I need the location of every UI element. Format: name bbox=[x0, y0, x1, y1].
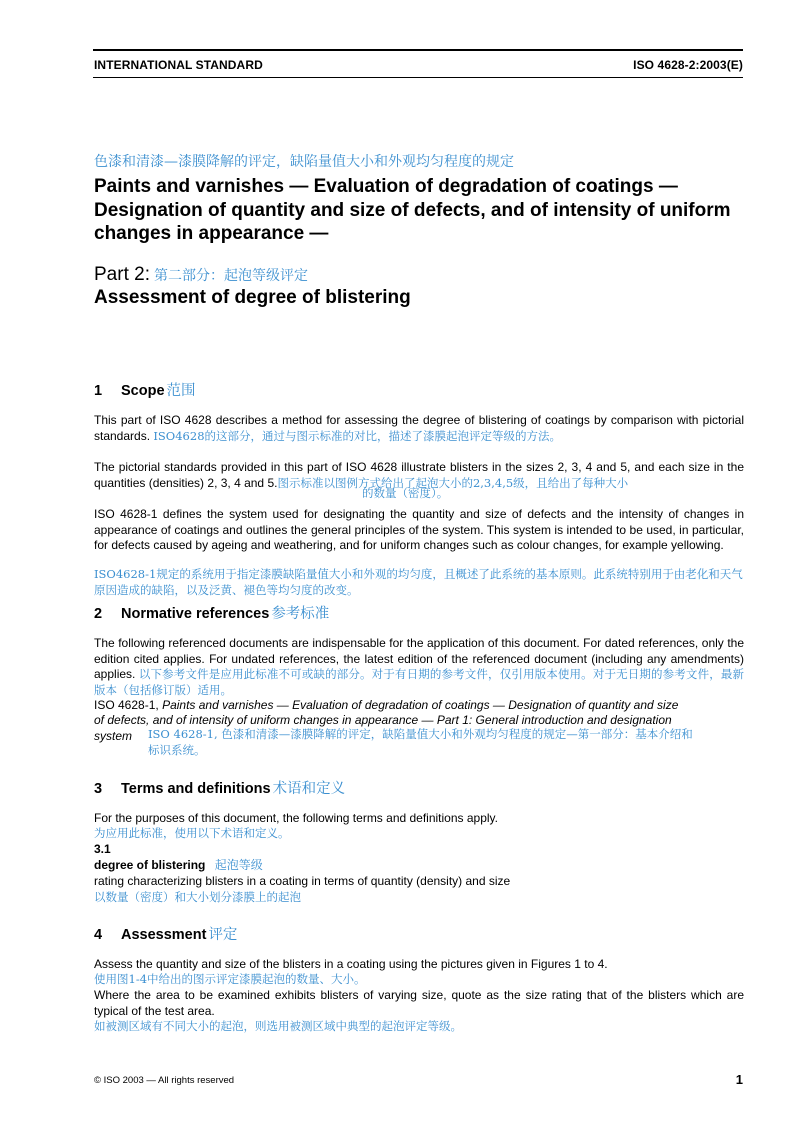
paragraph-text: ISO 4628-1 defines the system used for designating the quantity and size of defects and the intensity of changes in appearance of coatings and outlines the general principles of the system. This system is intended to be used, in particular, for defects caused by ageing and weathering, and for uniform changes such as colour changes, for example yellowing. bbox=[94, 507, 744, 552]
section-title: Assessment bbox=[121, 927, 207, 943]
part-chinese: 第二部分：起泡等级评定 bbox=[153, 268, 308, 284]
part-title: Assessment of degree of blistering bbox=[94, 287, 411, 308]
terms-intro-chinese: 为应用此标准，使用以下术语和定义。 bbox=[94, 826, 290, 840]
section-title: Scope bbox=[121, 383, 165, 399]
scope-paragraph-3-chinese: ISO4628-1规定的系统用于指定漆膜缺陷量值大小和外观的均匀度，且概述了此系统的基本原则。此系统特别用于由老化和天气原因造成的缺陷，以及泛黄、褪色等均匀度的改变。 bbox=[94, 567, 743, 597]
header-doc-type: INTERNATIONAL STANDARD bbox=[94, 58, 263, 72]
term-name-chinese: 起泡等级 bbox=[214, 858, 263, 872]
header-bottom-rule bbox=[93, 77, 743, 78]
assessment-paragraph-2: Where the area to be examined exhibits blisters of varying size, quote as the size rating that of the blisters which are typical of the test area. bbox=[94, 988, 744, 1018]
section-number: 3 bbox=[94, 781, 103, 797]
normative-reference-chinese-cont: 标识系统。 bbox=[148, 743, 206, 757]
header-top-rule bbox=[93, 49, 743, 51]
section-heading-terms bbox=[94, 777, 345, 798]
term-number: 3.1 bbox=[94, 842, 111, 856]
section-heading-assessment bbox=[94, 923, 237, 944]
section-title-chinese: 范围 bbox=[166, 383, 196, 399]
header-doc-id: ISO 4628-2:2003(E) bbox=[633, 58, 743, 72]
section-title-chinese: 参考标准 bbox=[271, 606, 330, 622]
normative-reference-chinese: ISO 4628-1, 色漆和清漆—漆膜降解的评定，缺陷量值大小和外观均匀程度的规定—第一部分：基本介绍和 bbox=[148, 727, 693, 741]
part-label: Part 2: bbox=[94, 264, 150, 285]
normative-reference-line-2: of defects, and of intensity of uniform changes in appearance — Part 1: General introduction and designation bbox=[94, 713, 672, 727]
term-definition-chinese: 以数量（密度）和大小划分漆膜上的起泡 bbox=[94, 890, 301, 904]
assessment-paragraph-1: Assess the quantity and size of the blisters in a coating using the pictures given in Figures 1 to 4. bbox=[94, 957, 608, 971]
paragraph-text: The following referenced documents are indispensable for the application of this document. For dated references, only the edition cited applies. For undated references, the latest edition of the referenced document (including any amendments) applies. bbox=[94, 636, 744, 681]
section-title-chinese: 术语和定义 bbox=[272, 781, 346, 797]
paragraph-text: The pictorial standards provided in this part of ISO 4628 illustrate blisters in the sizes 2, 3, 4 and 5, and each size in the quantities (densities) 2, 3, 4 and 5. bbox=[94, 460, 744, 490]
scope-paragraph-2-chinese-cont: 的数量（密度）。 bbox=[362, 486, 449, 500]
part-line bbox=[94, 264, 308, 286]
term-definition: rating characterizing blisters in a coating in terms of quantity (density) and size bbox=[94, 874, 511, 888]
term-name: degree of blistering bbox=[94, 858, 206, 872]
section-heading-normative-references bbox=[94, 602, 329, 623]
normative-reference-line-3: system bbox=[94, 729, 133, 743]
page-number: 1 bbox=[735, 1072, 743, 1087]
section-heading-scope bbox=[94, 379, 196, 400]
paragraph-text: This part of ISO 4628 describes a method for assessing the degree of blistering of coatings by comparison with pictorial standards. bbox=[94, 413, 744, 443]
section-number: 2 bbox=[94, 606, 103, 622]
title-chinese: 色漆和清漆—漆膜降解的评定，缺陷量值大小和外观均匀程度的规定 bbox=[94, 154, 514, 170]
normative-reference-line-1 bbox=[94, 698, 678, 714]
paragraph-chinese: 图示标准以图例方式给出了起泡大小的2,3,4,5级，且给出了每种大小 bbox=[277, 475, 629, 490]
paragraph-chinese: 以下参考文件是应用此标准不可或缺的部分。对于有日期的参考文件，仅引用版本使用。对于无日期的参考文件，最新版本（包括修订版）适用。 bbox=[94, 667, 744, 697]
normative-paragraph-1 bbox=[94, 636, 744, 698]
paragraph-chinese: ISO4628的这部分，通过与图示标准的对比，描述了漆膜起泡评定等级的方法。 bbox=[153, 428, 562, 443]
scope-paragraph-1 bbox=[94, 413, 744, 444]
section-title: Terms and definitions bbox=[121, 781, 271, 797]
scope-paragraph-3 bbox=[94, 507, 744, 554]
reference-title: Paints and varnishes — Evaluation of degradation of coatings — Designation of quantity and size bbox=[162, 698, 679, 712]
section-title: Normative references bbox=[121, 606, 270, 622]
section-title-chinese: 评定 bbox=[208, 927, 238, 943]
section-number: 1 bbox=[94, 383, 103, 399]
section-number: 4 bbox=[94, 927, 103, 943]
document-title: Paints and varnishes — Evaluation of degradation of coatings — Designation of quantity and size of defects, and of intensity of uniform changes in appearance — bbox=[94, 176, 731, 244]
assessment-paragraph-1-chinese: 使用图1-4中给出的图示评定漆膜起泡的数量、大小。 bbox=[94, 972, 366, 986]
term-entry bbox=[94, 858, 263, 874]
terms-intro: For the purposes of this document, the following terms and definitions apply. bbox=[94, 811, 498, 825]
reference-id: ISO 4628-1, bbox=[94, 698, 159, 712]
footer-copyright: © ISO 2003 — All rights reserved bbox=[94, 1075, 235, 1086]
assessment-paragraph-2-chinese: 如被测区域有不同大小的起泡，则选用被测区域中典型的起泡评定等级。 bbox=[94, 1019, 462, 1033]
